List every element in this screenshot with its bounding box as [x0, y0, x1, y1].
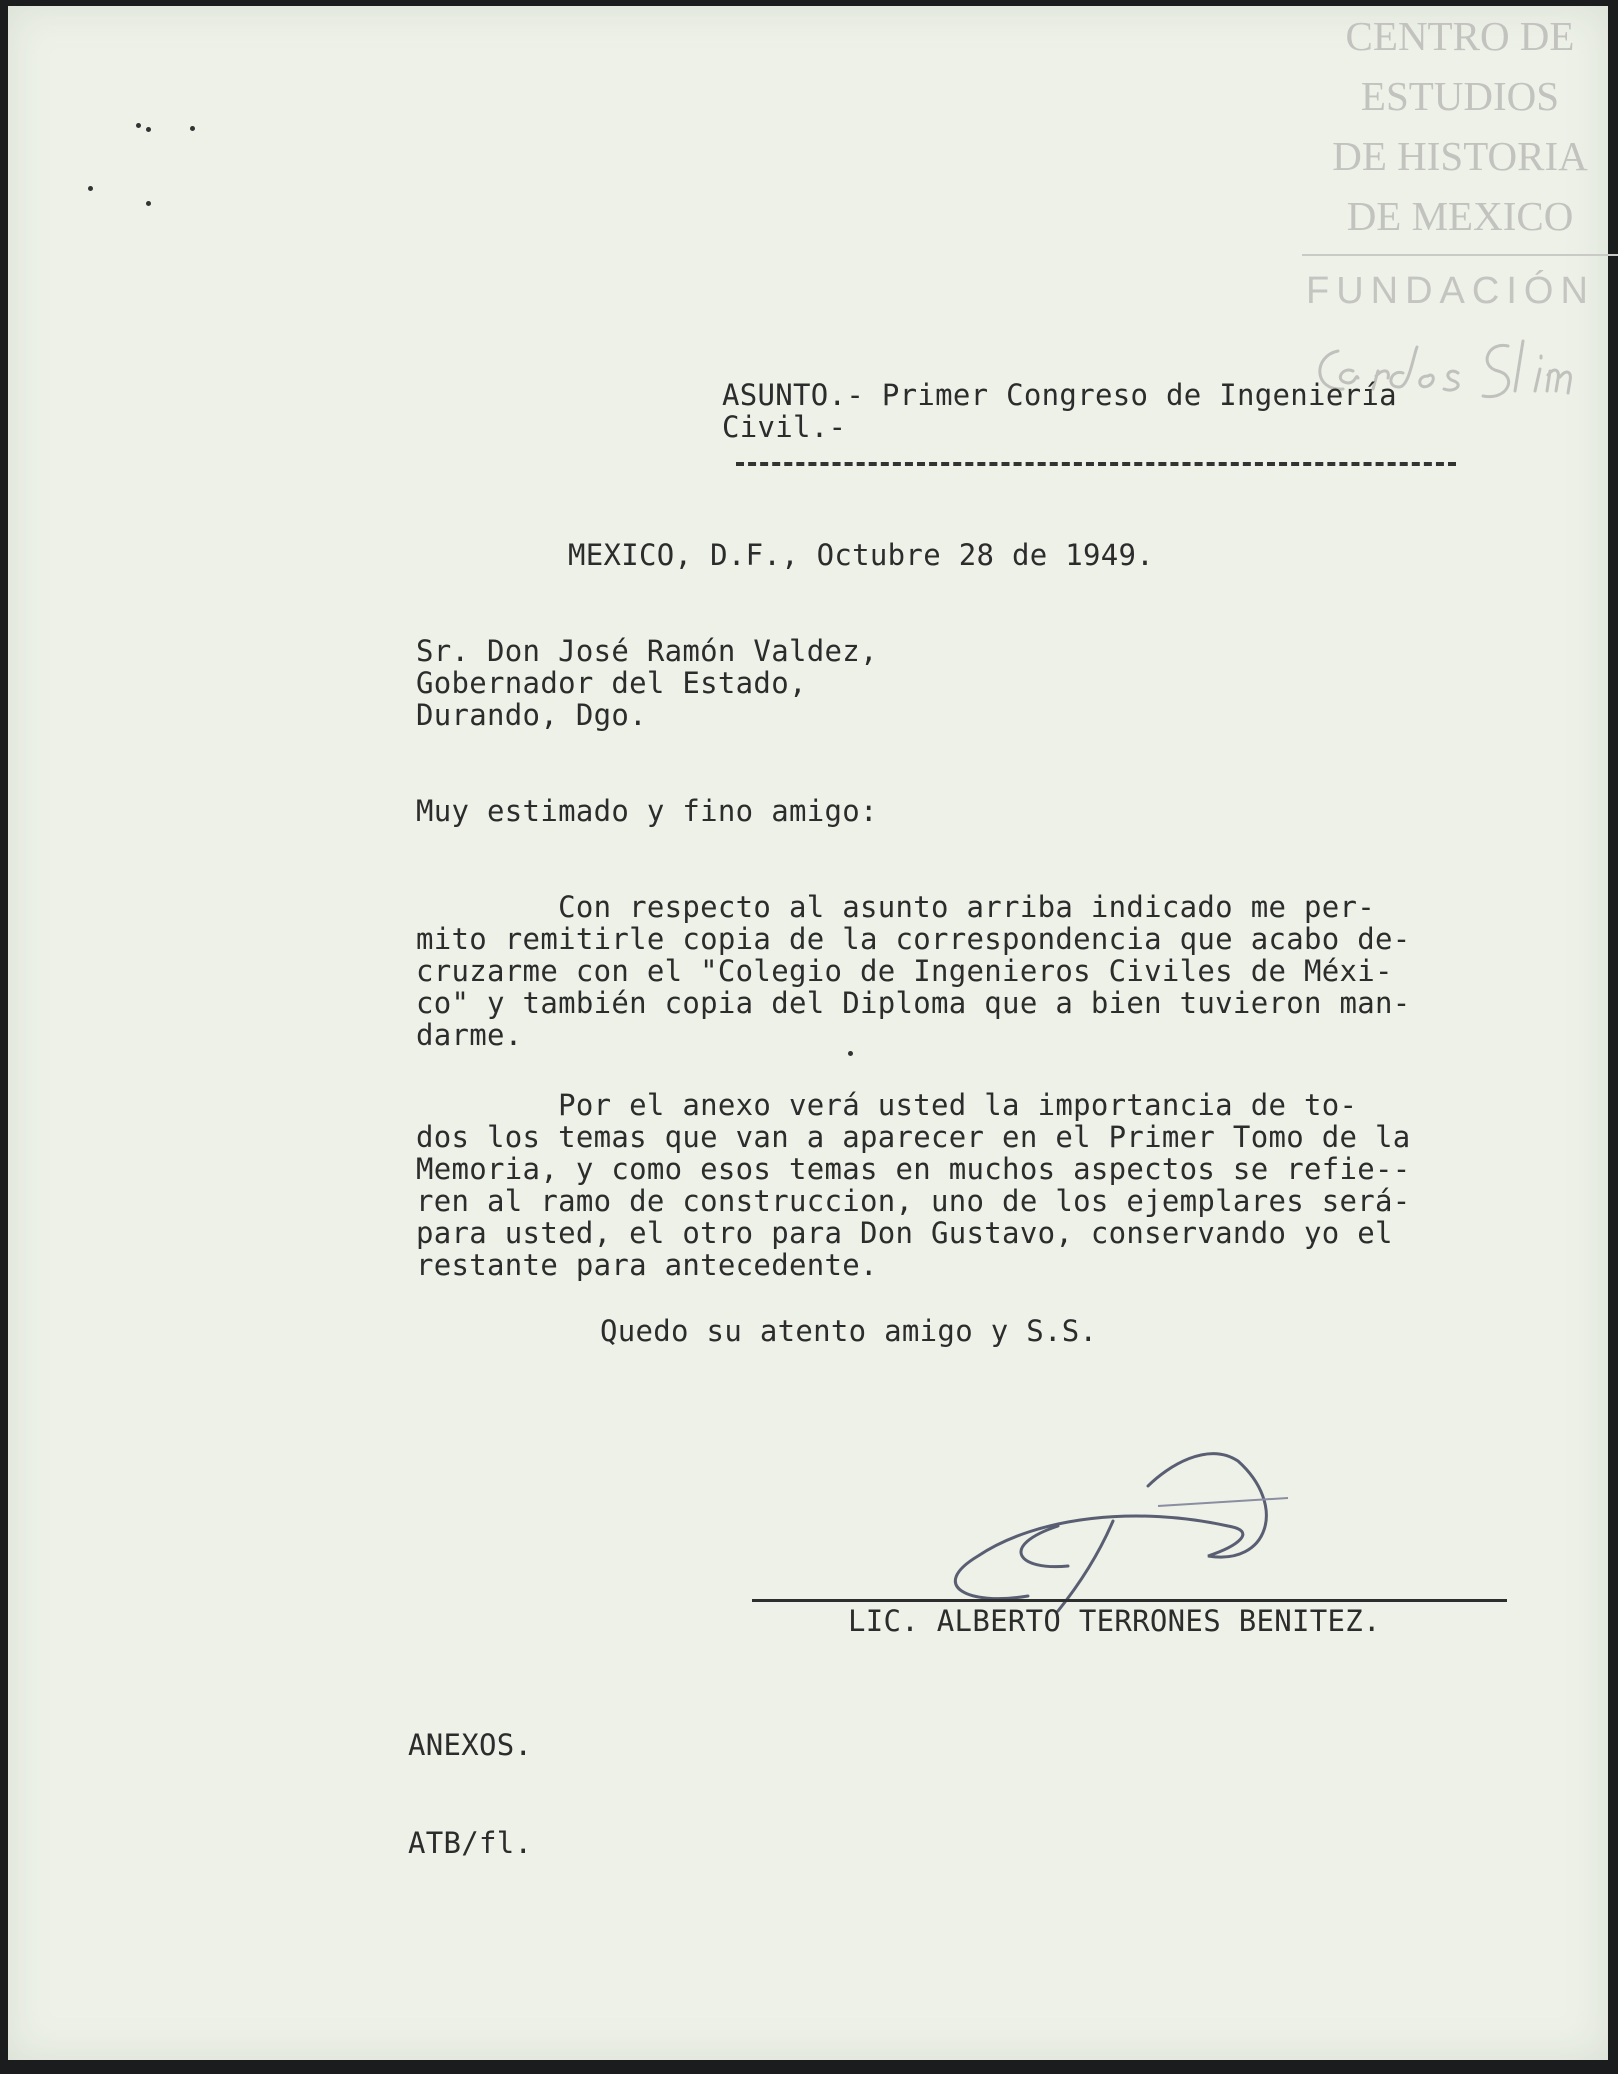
salutation: Muy estimado y fino amigo: [416, 794, 878, 828]
paragraph-2-line-2: dos los temas que van a aparecer en el Primer Tomo de la [416, 1120, 1411, 1154]
letter-date: MEXICO, D.F., Octubre 28 de 1949. [568, 538, 1155, 572]
paragraph-1-line-5: darme. [416, 1018, 523, 1052]
signatory-name: LIC. ALBERTO TERRONES BENITEZ. [848, 1604, 1381, 1638]
paragraph-1-line-3: cruzarme con el "Colegio de Ingenieros Civiles de Méxi- [416, 954, 1393, 988]
paragraph-1-line-4: co" y también copia del Diploma que a bien tuvieron man- [416, 986, 1411, 1020]
paragraph-1-line-1: Con respecto al asunto arriba indicado me per- [416, 890, 1376, 924]
subject-line-1: ASUNTO.- Primer Congreso de Ingeniería [722, 378, 1397, 412]
addressee-line-1: Sr. Don José Ramón Valdez, [416, 634, 878, 668]
watermark-line-2: ESTUDIOS [1360, 73, 1560, 119]
paragraph-2-line-4: ren al ramo de construccion, uno de los ejemplares será- [416, 1184, 1411, 1218]
paragraph-2-line-3: Memoria, y como esos temas en muchos aspectos se refie-- [416, 1152, 1411, 1186]
subject-underline [736, 462, 1456, 466]
handwritten-signature [908, 1446, 1288, 1616]
watermark-line-4: DE MEXICO [1346, 193, 1574, 239]
watermark-line-3: DE HISTORIA [1332, 133, 1588, 179]
addressee-line-2: Gobernador del Estado, [416, 666, 807, 700]
paragraph-1-line-2: mito remitirle copia de la correspondencia que acabo de- [416, 922, 1411, 956]
enclosures-note: ANEXOS. [408, 1728, 533, 1762]
letter-page [8, 6, 1608, 2060]
paragraph-2-line-6: restante para antecedente. [416, 1248, 878, 1282]
paragraph-2-line-5: para usted, el otro para Don Gustavo, conservando yo el [416, 1216, 1393, 1250]
watermark-line-1: CENTRO DE [1345, 13, 1575, 59]
archive-watermark [1290, 6, 1618, 246]
signature-line [752, 1599, 1507, 1602]
subject-line-2: Civil.- [722, 410, 847, 444]
paragraph-2-line-1: Por el anexo verá usted la importancia de to- [416, 1088, 1358, 1122]
typist-initials: ATB/fl. [408, 1826, 533, 1860]
watermark-foundation: FUNDACIÓN [1306, 270, 1595, 312]
addressee-line-3: Durando, Dgo. [416, 698, 647, 732]
watermark-divider [1302, 254, 1618, 256]
closing: Quedo su atento amigo y S.S. [600, 1314, 1098, 1348]
